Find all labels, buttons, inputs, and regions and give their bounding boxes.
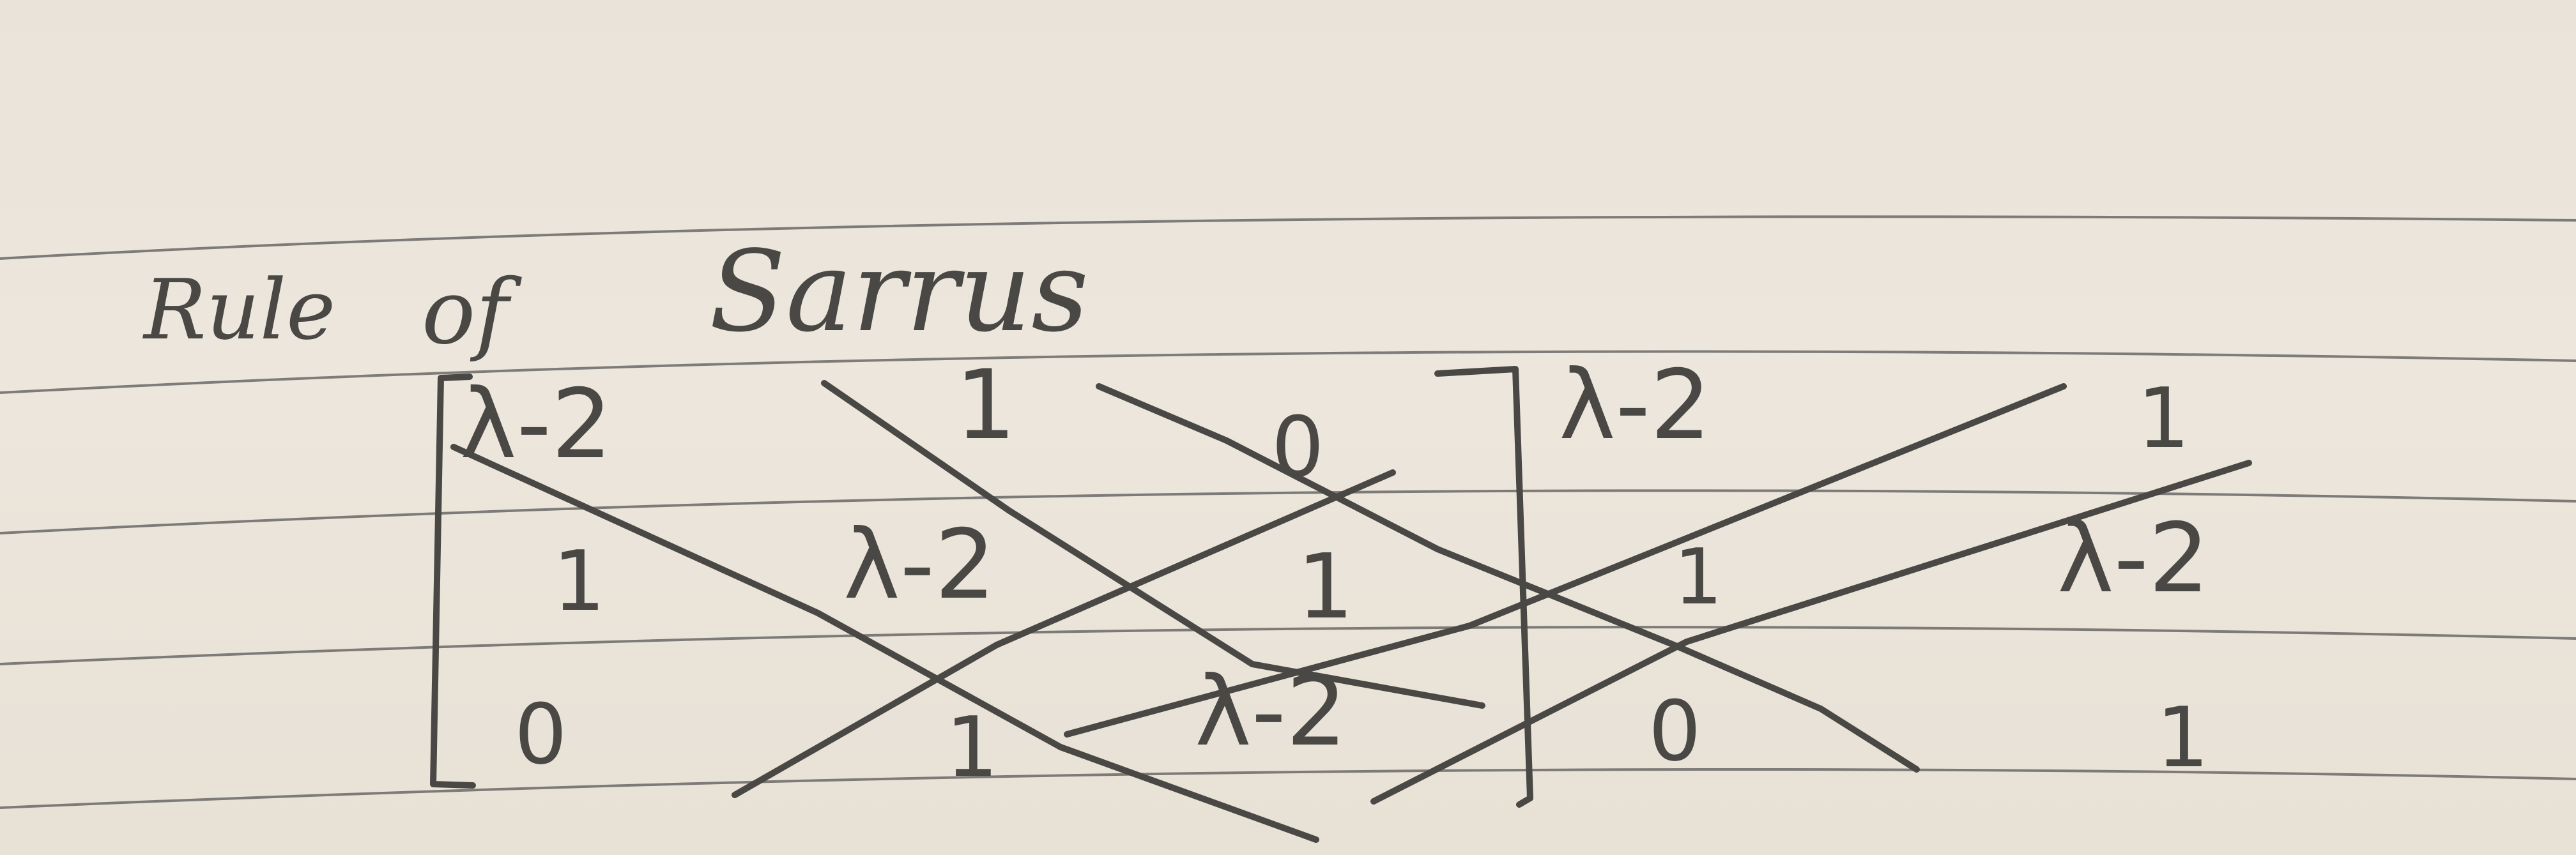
matrix-cell-r3c2: 1 [946,699,999,796]
matrix-cell-r2c1: 1 [553,533,606,630]
note-title-word-3: Sarrus [709,227,1089,357]
extra-cell-r2c2: λ-2 [2057,503,2210,614]
matrix-cell-r3c1: 0 [514,686,567,783]
note-title-word-1: Rule [144,261,336,358]
matrix-cell-r2c2: λ-2 [843,510,996,621]
extra-cell-r1c2: 1 [2137,370,2190,467]
matrix-cell-r3c3: λ-2 [1195,656,1347,768]
extra-cell-r1c1: λ-2 [1559,350,1712,461]
matrix-cell-r1c2: 1 [955,350,1016,461]
right-bracket [1438,369,1530,805]
extra-cell-r2c1: 1 [1674,533,1723,622]
note-title-word-2: of [422,261,509,365]
extra-cell-r3c1: 0 [1648,683,1701,780]
extra-cell-r3c2: 1 [2156,689,2209,786]
matrix-cell-r2c3: 1 [1297,535,1354,639]
matrix-cell-r1c3: 0 [1271,398,1324,496]
matrix-cell-r1c1: λ-2 [460,369,613,480]
ruled-line [0,216,2576,259]
